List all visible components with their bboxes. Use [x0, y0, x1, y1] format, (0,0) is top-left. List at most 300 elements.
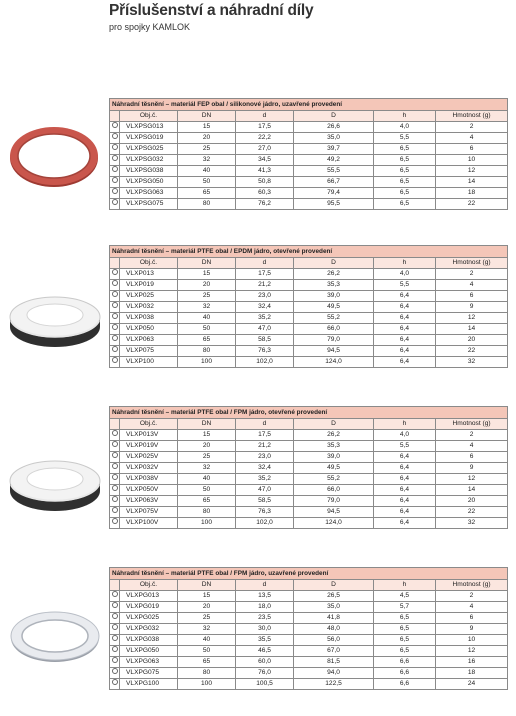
table-cell: 5,5: [374, 280, 436, 291]
table-cell: 66,0: [294, 485, 374, 496]
table-cell: 17,5: [236, 430, 294, 441]
table-row: [110, 507, 508, 518]
column-header: Obj.č.: [120, 419, 178, 430]
table-cell: 23,0: [236, 291, 294, 302]
circle-bullet-icon: [112, 122, 118, 128]
row-bullet: [110, 280, 120, 291]
table-cell: 32,4: [236, 302, 294, 313]
table-cell: 76,2: [236, 199, 294, 210]
header-spacer: [110, 419, 120, 430]
table-caption: Náhradní těsnění – materiál PTFE obal / FPM jádro, uzavřené provedení: [110, 568, 508, 580]
order-code-cell: VLXPSG063: [120, 188, 178, 199]
column-header: d: [236, 419, 294, 430]
table-cell: 24: [436, 679, 508, 690]
table-cell: 18: [436, 188, 508, 199]
table-cell: 46,5: [236, 646, 294, 657]
row-bullet: [110, 291, 120, 302]
order-code-cell: VLXP013: [120, 269, 178, 280]
table-header-row: [110, 258, 508, 269]
table-cell: 60,3: [236, 188, 294, 199]
row-bullet: [110, 133, 120, 144]
table-cell: 81,5: [294, 657, 374, 668]
table-row: [110, 133, 508, 144]
column-header: h: [374, 580, 436, 591]
table-cell: 65: [178, 496, 236, 507]
circle-bullet-icon: [112, 269, 118, 275]
table-row: [110, 302, 508, 313]
order-code-cell: VLXP063: [120, 335, 178, 346]
table-cell: 6,6: [374, 657, 436, 668]
table-cell: 55,2: [294, 313, 374, 324]
table-cell: 49,5: [294, 302, 374, 313]
table-cell: 25: [178, 452, 236, 463]
table-cell: 35,5: [236, 635, 294, 646]
table-cell: 60,0: [236, 657, 294, 668]
row-bullet: [110, 518, 120, 529]
circle-bullet-icon: [112, 613, 118, 619]
table-cell: 20: [436, 496, 508, 507]
table-cell: 40: [178, 635, 236, 646]
table-cell: 6,6: [374, 679, 436, 690]
table-cell: 66,7: [294, 177, 374, 188]
table-cell: 50,8: [236, 177, 294, 188]
table-cell: 9: [436, 302, 508, 313]
table-row: [110, 635, 508, 646]
table-cell: 20: [436, 335, 508, 346]
row-bullet: [110, 496, 120, 507]
row-bullet: [110, 441, 120, 452]
table-cell: 6,5: [374, 635, 436, 646]
table-cell: 39,7: [294, 144, 374, 155]
table-cell: 35,3: [294, 441, 374, 452]
table-cell: 6,4: [374, 463, 436, 474]
table-cell: 6,5: [374, 166, 436, 177]
table-cell: 26,6: [294, 122, 374, 133]
circle-bullet-icon: [112, 291, 118, 297]
circle-bullet-icon: [112, 357, 118, 363]
table-cell: 18: [436, 668, 508, 679]
table-cell: 6,5: [374, 144, 436, 155]
table-cell: 6,4: [374, 507, 436, 518]
table-cell: 6: [436, 613, 508, 624]
table-cell: 50: [178, 177, 236, 188]
table-cell: 6,4: [374, 302, 436, 313]
table-cell: 4: [436, 602, 508, 613]
order-code-cell: VLXPSG013: [120, 122, 178, 133]
table-cell: 94,5: [294, 346, 374, 357]
table-cell: 40: [178, 313, 236, 324]
table-row: [110, 679, 508, 690]
table-cell: 17,5: [236, 269, 294, 280]
circle-bullet-icon: [112, 188, 118, 194]
column-header: d: [236, 111, 294, 122]
table-cell: 4,5: [374, 591, 436, 602]
column-header: d: [236, 258, 294, 269]
table-cell: 6: [436, 291, 508, 302]
table-cell: 20: [178, 280, 236, 291]
row-bullet: [110, 335, 120, 346]
table-cell: 6,4: [374, 346, 436, 357]
row-bullet: [110, 668, 120, 679]
row-bullet: [110, 144, 120, 155]
table-cell: 39,0: [294, 452, 374, 463]
order-code-cell: VLXP075V: [120, 507, 178, 518]
table-cell: 55,2: [294, 474, 374, 485]
table-header-row: [110, 111, 508, 122]
table-cell: 124,0: [294, 518, 374, 529]
table-row: [110, 291, 508, 302]
order-code-cell: VLXPSG050: [120, 177, 178, 188]
row-bullet: [110, 602, 120, 613]
table-cell: 4: [436, 280, 508, 291]
row-bullet: [110, 635, 120, 646]
circle-bullet-icon: [112, 474, 118, 480]
circle-bullet-icon: [112, 507, 118, 513]
table-cell: 5,5: [374, 441, 436, 452]
row-bullet: [110, 122, 120, 133]
table-cell: 32: [178, 155, 236, 166]
table-row: [110, 269, 508, 280]
circle-bullet-icon: [112, 324, 118, 330]
column-header: Obj.č.: [120, 258, 178, 269]
table-cell: 80: [178, 507, 236, 518]
table-row: [110, 155, 508, 166]
table-cell: 122,5: [294, 679, 374, 690]
table-cell: 23,0: [236, 452, 294, 463]
table-cell: 79,0: [294, 335, 374, 346]
table-cell: 6,5: [374, 155, 436, 166]
spec-table-fep-silicone: [109, 98, 508, 210]
table-cell: 80: [178, 668, 236, 679]
order-code-cell: VLXP013V: [120, 430, 178, 441]
table-cell: 25: [178, 144, 236, 155]
table-cell: 80: [178, 199, 236, 210]
table-row: [110, 199, 508, 210]
table-cell: 35,2: [236, 313, 294, 324]
circle-bullet-icon: [112, 463, 118, 469]
table-row: [110, 646, 508, 657]
table-row: [110, 430, 508, 441]
circle-bullet-icon: [112, 155, 118, 161]
row-bullet: [110, 646, 120, 657]
table-cell: 16: [436, 657, 508, 668]
table-cell: 2: [436, 430, 508, 441]
table-cell: 35,3: [294, 280, 374, 291]
table-cell: 65: [178, 657, 236, 668]
order-code-cell: VLXP032V: [120, 463, 178, 474]
table-cell: 4: [436, 133, 508, 144]
row-bullet: [110, 463, 120, 474]
order-code-cell: VLXP025: [120, 291, 178, 302]
table-row: [110, 122, 508, 133]
table-cell: 39,0: [294, 291, 374, 302]
table-cell: 22: [436, 507, 508, 518]
table-cell: 6,4: [374, 485, 436, 496]
header-spacer: [110, 258, 120, 269]
table-cell: 12: [436, 166, 508, 177]
table-row: [110, 591, 508, 602]
table-row: [110, 452, 508, 463]
table-cell: 34,5: [236, 155, 294, 166]
row-bullet: [110, 155, 120, 166]
page-subtitle: pro spojky KAMLOK: [109, 22, 191, 32]
circle-bullet-icon: [112, 144, 118, 150]
order-code-cell: VLXPG013: [120, 591, 178, 602]
order-code-cell: VLXP100: [120, 357, 178, 368]
table-cell: 6,4: [374, 291, 436, 302]
table-cell: 6,4: [374, 335, 436, 346]
column-header: Hmotnost (g): [436, 419, 508, 430]
fep-silicone-gasket-image: [6, 120, 102, 192]
table-caption: Náhradní těsnění – materiál PTFE obal / FPM jádro, otevřené provedení: [110, 407, 508, 419]
header-spacer: [110, 111, 120, 122]
spec-table-ptfe-fpm-open: [109, 406, 508, 529]
table-cell: 6,4: [374, 357, 436, 368]
row-bullet: [110, 430, 120, 441]
circle-bullet-icon: [112, 485, 118, 491]
table-caption: Náhradní těsnění – materiál FEP obal / silikonové jádro, uzavřené provedení: [110, 99, 508, 111]
table-cell: 49,2: [294, 155, 374, 166]
table-cell: 21,2: [236, 280, 294, 291]
table-cell: 35,2: [236, 474, 294, 485]
circle-bullet-icon: [112, 496, 118, 502]
row-bullet: [110, 199, 120, 210]
table-cell: 20: [178, 133, 236, 144]
order-code-cell: VLXP050V: [120, 485, 178, 496]
header-spacer: [110, 580, 120, 591]
table-cell: 6,4: [374, 474, 436, 485]
table-cell: 20: [178, 602, 236, 613]
column-header: DN: [178, 580, 236, 591]
table-cell: 49,5: [294, 463, 374, 474]
table-cell: 4: [436, 441, 508, 452]
table-cell: 14: [436, 485, 508, 496]
order-code-cell: VLXPG063: [120, 657, 178, 668]
table-row: [110, 177, 508, 188]
order-code-cell: VLXP019: [120, 280, 178, 291]
table-cell: 79,0: [294, 496, 374, 507]
table-cell: 15: [178, 269, 236, 280]
table-row: [110, 324, 508, 335]
table-cell: 2: [436, 591, 508, 602]
table-cell: 4,0: [374, 122, 436, 133]
table-cell: 67,0: [294, 646, 374, 657]
ptfe-fpm-closed-gasket-image: [6, 603, 104, 669]
column-header: D: [294, 111, 374, 122]
table-cell: 50: [178, 646, 236, 657]
table-cell: 41,3: [236, 166, 294, 177]
table-row: [110, 144, 508, 155]
page-title: Příslušenství a náhradní díly: [109, 2, 314, 19]
circle-bullet-icon: [112, 602, 118, 608]
table-row: [110, 668, 508, 679]
table-cell: 4,0: [374, 269, 436, 280]
order-code-cell: VLXP025V: [120, 452, 178, 463]
row-bullet: [110, 657, 120, 668]
row-bullet: [110, 591, 120, 602]
table-cell: 6,4: [374, 496, 436, 507]
table-cell: 23,5: [236, 613, 294, 624]
order-code-cell: VLXPG032: [120, 624, 178, 635]
table-cell: 100: [178, 357, 236, 368]
table-cell: 15: [178, 122, 236, 133]
table-cell: 94,5: [294, 507, 374, 518]
table-cell: 17,5: [236, 122, 294, 133]
table-cell: 22: [436, 199, 508, 210]
table-cell: 25: [178, 613, 236, 624]
table-cell: 30,0: [236, 624, 294, 635]
row-bullet: [110, 188, 120, 199]
circle-bullet-icon: [112, 668, 118, 674]
table-cell: 32: [178, 463, 236, 474]
table-row: [110, 485, 508, 496]
table-row: [110, 166, 508, 177]
table-cell: 13,5: [236, 591, 294, 602]
table-row: [110, 357, 508, 368]
order-code-cell: VLXPG025: [120, 613, 178, 624]
spec-table-ptfe-epdm: [109, 245, 508, 368]
row-bullet: [110, 346, 120, 357]
table-header-row: [110, 419, 508, 430]
row-bullet: [110, 474, 120, 485]
circle-bullet-icon: [112, 133, 118, 139]
table-cell: 95,5: [294, 199, 374, 210]
row-bullet: [110, 624, 120, 635]
table-cell: 20: [178, 441, 236, 452]
table-row: [110, 463, 508, 474]
circle-bullet-icon: [112, 441, 118, 447]
table-cell: 40: [178, 474, 236, 485]
table-row: [110, 496, 508, 507]
circle-bullet-icon: [112, 166, 118, 172]
circle-bullet-icon: [112, 302, 118, 308]
circle-bullet-icon: [112, 335, 118, 341]
column-header: Hmotnost (g): [436, 111, 508, 122]
table-cell: 6: [436, 144, 508, 155]
table-cell: 2: [436, 122, 508, 133]
order-code-cell: VLXPSG025: [120, 144, 178, 155]
row-bullet: [110, 177, 120, 188]
table-cell: 6,6: [374, 668, 436, 679]
circle-bullet-icon: [112, 518, 118, 524]
column-header: Obj.č.: [120, 580, 178, 591]
column-header: Obj.č.: [120, 111, 178, 122]
table-cell: 26,2: [294, 269, 374, 280]
table-row: [110, 602, 508, 613]
row-bullet: [110, 166, 120, 177]
column-header: DN: [178, 258, 236, 269]
row-bullet: [110, 485, 120, 496]
circle-bullet-icon: [112, 280, 118, 286]
table-cell: 55,5: [294, 166, 374, 177]
ptfe-fpm-open-gasket-image: [6, 447, 104, 515]
row-bullet: [110, 302, 120, 313]
table-cell: 76,3: [236, 346, 294, 357]
table-cell: 32: [436, 357, 508, 368]
circle-bullet-icon: [112, 657, 118, 663]
table-cell: 80: [178, 346, 236, 357]
ptfe-epdm-gasket-image: [6, 283, 104, 351]
column-header: Hmotnost (g): [436, 580, 508, 591]
table-row: [110, 188, 508, 199]
table-row: [110, 313, 508, 324]
table-row: [110, 518, 508, 529]
circle-bullet-icon: [112, 199, 118, 205]
table-cell: 6,5: [374, 613, 436, 624]
table-row: [110, 280, 508, 291]
table-cell: 94,0: [294, 668, 374, 679]
column-header: D: [294, 419, 374, 430]
order-code-cell: VLXP038V: [120, 474, 178, 485]
row-bullet: [110, 613, 120, 624]
table-cell: 100: [178, 679, 236, 690]
table-cell: 22: [436, 346, 508, 357]
order-code-cell: VLXPSG038: [120, 166, 178, 177]
order-code-cell: VLXP019V: [120, 441, 178, 452]
table-cell: 2: [436, 269, 508, 280]
spec-table-ptfe-fpm-closed: [109, 567, 508, 690]
circle-bullet-icon: [112, 635, 118, 641]
order-code-cell: VLXP100V: [120, 518, 178, 529]
table-row: [110, 613, 508, 624]
table-cell: 58,5: [236, 335, 294, 346]
circle-bullet-icon: [112, 646, 118, 652]
table-cell: 47,0: [236, 485, 294, 496]
table-cell: 26,5: [294, 591, 374, 602]
table-cell: 6,4: [374, 518, 436, 529]
circle-bullet-icon: [112, 679, 118, 685]
table-cell: 9: [436, 463, 508, 474]
order-code-cell: VLXPG038: [120, 635, 178, 646]
table-cell: 6,4: [374, 313, 436, 324]
order-code-cell: VLXPG050: [120, 646, 178, 657]
row-bullet: [110, 324, 120, 335]
column-header: h: [374, 111, 436, 122]
table-cell: 65: [178, 188, 236, 199]
order-code-cell: VLXP032: [120, 302, 178, 313]
table-cell: 21,2: [236, 441, 294, 452]
table-cell: 14: [436, 177, 508, 188]
circle-bullet-icon: [112, 346, 118, 352]
table-cell: 76,3: [236, 507, 294, 518]
circle-bullet-icon: [112, 430, 118, 436]
column-header: Hmotnost (g): [436, 258, 508, 269]
table-cell: 6,4: [374, 324, 436, 335]
table-cell: 50: [178, 485, 236, 496]
table-cell: 65: [178, 335, 236, 346]
column-header: DN: [178, 419, 236, 430]
table-cell: 6,5: [374, 188, 436, 199]
table-cell: 6,5: [374, 646, 436, 657]
table-cell: 48,0: [294, 624, 374, 635]
order-code-cell: VLXP063V: [120, 496, 178, 507]
table-cell: 25: [178, 291, 236, 302]
row-bullet: [110, 313, 120, 324]
table-cell: 102,0: [236, 518, 294, 529]
table-cell: 10: [436, 635, 508, 646]
table-cell: 41,8: [294, 613, 374, 624]
circle-bullet-icon: [112, 313, 118, 319]
table-cell: 4,0: [374, 430, 436, 441]
table-cell: 56,0: [294, 635, 374, 646]
table-cell: 15: [178, 430, 236, 441]
table-cell: 6,4: [374, 452, 436, 463]
column-header: h: [374, 258, 436, 269]
table-cell: 35,0: [294, 133, 374, 144]
table-cell: 76,0: [236, 668, 294, 679]
table-cell: 18,0: [236, 602, 294, 613]
order-code-cell: VLXPSG019: [120, 133, 178, 144]
